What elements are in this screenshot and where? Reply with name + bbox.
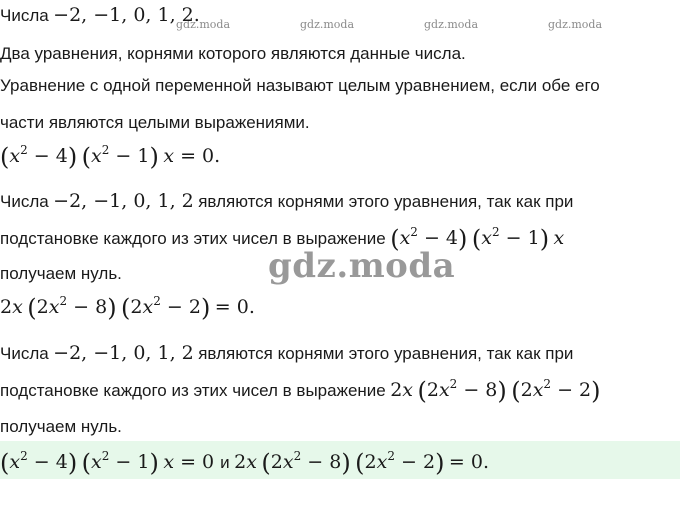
definition-line: Уравнение с одной переменной называют целым уравнением, если обе его: [0, 76, 600, 95]
definition-line-2: части являются целыми выражениями.: [0, 113, 310, 132]
substitution-line-1: подстановке каждого из этих чисел в выражение $(x^2 - 4) (x^2 - 1)$ x: [0, 225, 565, 253]
substitution-line-2: подстановке каждого из этих чисел в выражение 2x $(2x^2 - 8) (2x^2 - 2)$: [0, 377, 601, 405]
watermark-logo: gdz.moda: [268, 246, 456, 286]
watermark-text: gdz.moda: [176, 18, 231, 31]
equation-2: 2x $(2x^2 - 8) (2x^2 - 2) = 0$.: [0, 294, 255, 322]
answer-line: $(x^2 - 4) (x^2 - 1) x = 0$ и 2x $(2x^2 - 8) (2x^2 - 2) = 0$.: [0, 449, 489, 477]
heading-line: Два уравнения, корнями которого являются данные числа.: [0, 44, 466, 63]
numbers-line: Числа −2, −1, 0, 1, 2.: [0, 4, 200, 26]
zero-line-1: получаем нуль.: [0, 264, 122, 283]
watermark-text: gdz.moda: [548, 18, 603, 31]
equation-1: $(x^2 - 4) (x^2 - 1) x = 0$.: [0, 143, 221, 171]
roots-line-2: Числа −2, −1, 0, 1, 2 являются корнями этого уравнения, так как при: [0, 342, 574, 364]
roots-line-1: Числа −2, −1, 0, 1, 2 являются корнями этого уравнения, так как при: [0, 190, 574, 212]
watermark-text: gdz.moda: [424, 18, 479, 31]
zero-line-2: получаем нуль.: [0, 417, 122, 436]
watermark-text: gdz.moda: [300, 18, 355, 31]
